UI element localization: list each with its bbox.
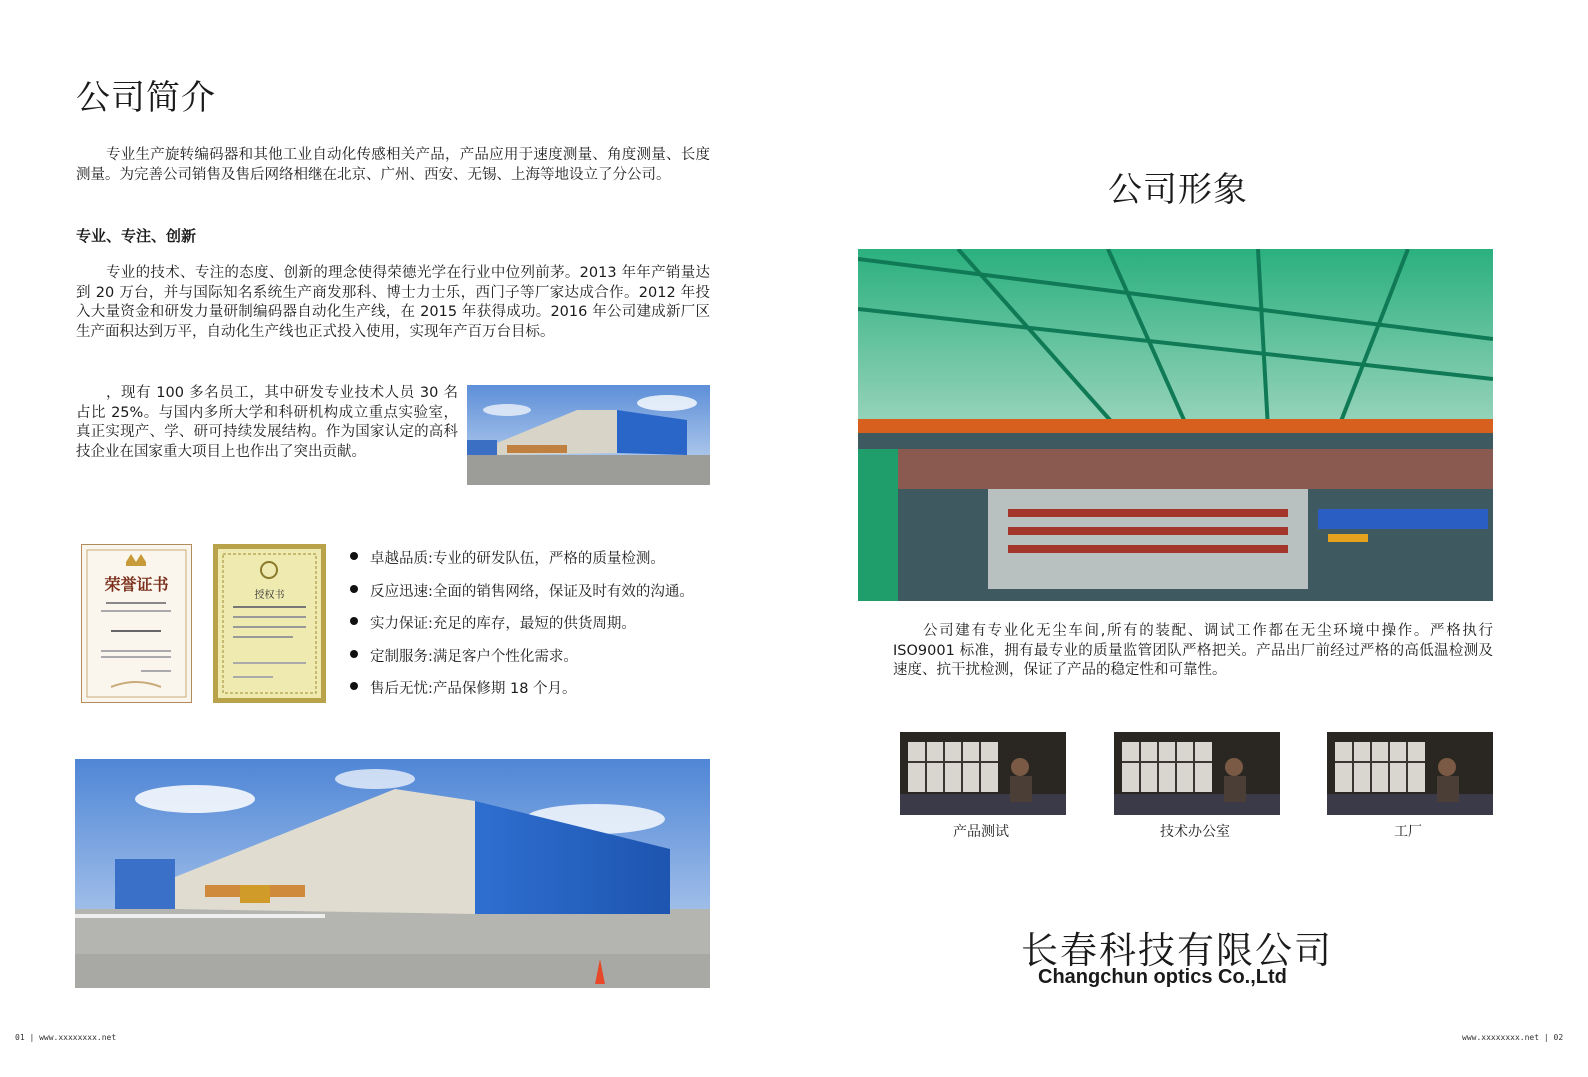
thumb-tech-office	[1114, 732, 1280, 815]
staff-paragraph: ，现有 100 多名员工，其中研发专业技术人员 30 名占比 25%。与国内多所大学和科研机构成立重点实验室，真正实现产、学、研可持续发展结构。作为国家认定的高科技企业在国家重大项目上也作出了突出贡献。	[76, 385, 458, 460]
large-factory-photo	[75, 759, 710, 988]
small-factory-photo	[467, 385, 710, 485]
company-name-en: Changchun optics Co.,Ltd	[1038, 966, 1287, 988]
thumb-caption: 产品测试	[953, 824, 1009, 840]
workshop-description: 公司建有专业化无尘车间,所有的装配、调试工作都在无尘环境中操作。严格执行ISO9001 标准，拥有最专业的质量监管团队严格把关。产品出厂前经过严格的高低温检测及速度、抗干扰检测，保证了产品的稳定性和可靠性。	[893, 623, 1493, 678]
section-subtitle: 专业、专注、创新	[76, 227, 197, 245]
bullet-icon	[350, 650, 358, 658]
left-page-title: 公司简介	[76, 78, 216, 118]
right-page-title: 公司形象	[1108, 170, 1248, 210]
honor-certificate-title: 荣誉证书	[104, 575, 169, 594]
feature-list	[350, 547, 720, 710]
bullet-icon	[350, 682, 358, 690]
feature-item: 反应迅速:全面的销售网络，保证及时有效的沟通。	[350, 580, 720, 613]
bullet-icon	[350, 585, 358, 593]
intro-paragraph: 专业生产旋转编码器和其他工业自动化传感相关产品，产品应用于速度测量、角度测量、长度测量。为完善公司销售及售后网络相继在北京、广州、西安、无锡、上海等地设立了分公司。	[76, 147, 710, 183]
feature-item: 卓越品质:专业的研发队伍，严格的质量检测。	[350, 547, 720, 580]
thumb-factory	[1327, 732, 1493, 815]
thumb-caption: 工厂	[1394, 824, 1422, 840]
thumb-product-testing	[900, 732, 1066, 815]
authorization-certificate	[213, 544, 326, 703]
honor-certificate	[81, 544, 192, 703]
left-page-footer: 01 | www.xxxxxxxx.net	[15, 1033, 117, 1042]
thumb-caption: 技术办公室	[1160, 824, 1230, 840]
bullet-icon	[350, 552, 358, 560]
right-page-footer: www.xxxxxxxx.net | 02	[1462, 1033, 1564, 1042]
history-paragraph: 专业的技术、专注的态度、创新的理念使得荣德光学在行业中位列前茅。2013 年年产销量达到 20 万台，并与国际知名系统生产商发那科、博士力士乐，西门子等厂家达成合作。2012 年投入大量资金和研发力量研制编码器自动化生产线，在 2015 年获得成功。2016 年公司建成新厂区生产面积达到万平，自动化生产线也正式投入使用，实现年产百万台目标。	[76, 265, 710, 340]
bullet-icon	[350, 617, 358, 625]
company-name-cn: 长春科技有限公司	[1021, 929, 1333, 972]
authorization-certificate-title: 授权书	[254, 590, 285, 601]
workshop-photo	[858, 249, 1493, 601]
feature-item: 售后无忧:产品保修期 18 个月。	[350, 677, 720, 710]
feature-item: 实力保证:充足的库存，最短的供货周期。	[350, 612, 720, 645]
feature-item: 定制服务:满足客户个性化需求。	[350, 645, 720, 678]
